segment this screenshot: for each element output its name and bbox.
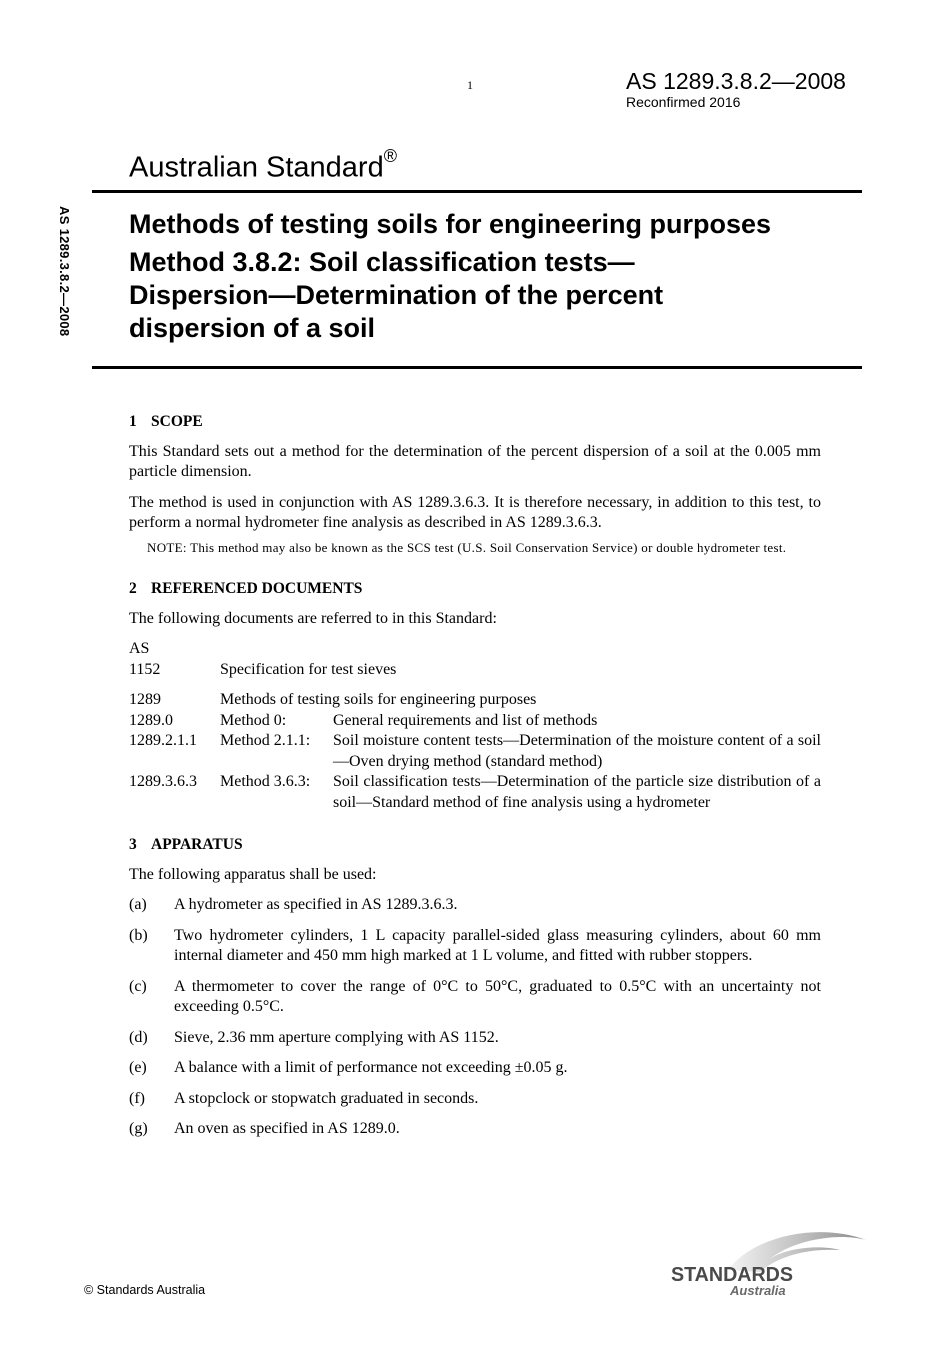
title-block	[129, 208, 849, 345]
list-item	[129, 926, 821, 967]
page-number: 1	[467, 78, 473, 92]
list-text: A hydrometer as specified in AS 1289.3.6.3.	[174, 896, 458, 913]
title-rule-bottom	[92, 366, 862, 369]
list-marker: (f)	[129, 1089, 145, 1107]
title-main: Methods of testing soils for engineering purposes	[129, 209, 772, 239]
registered-mark: ®	[383, 146, 397, 166]
list-marker: (c)	[129, 977, 147, 995]
ref-code: 1289.3.6.3	[129, 773, 197, 790]
list-item	[129, 977, 821, 1018]
section-heading-apparatus	[129, 835, 821, 856]
list-marker: (b)	[129, 926, 148, 944]
table-row	[129, 711, 821, 732]
list-text: An oven as specified in AS 1289.0.	[174, 1120, 400, 1137]
table-row	[129, 660, 821, 681]
references-prefix: AS	[129, 640, 150, 657]
list-text: A balance with a limit of performance not exceeding ±0.05 g.	[174, 1059, 568, 1076]
ref-title: Specification for test sieves	[220, 660, 397, 678]
section-number: 1	[129, 413, 137, 430]
list-marker: (a)	[129, 896, 147, 913]
ref-code: 1289.0	[129, 711, 173, 729]
publication-type-text: Australian Standard	[129, 151, 384, 184]
scope-note: NOTE: This method may also be known as the SCS test (U.S. Soil Conservation Service) or double hydrometer test.	[147, 539, 787, 555]
list-text: Two hydrometer cylinders, 1 L capacity parallel-sided glass measuring cylinders, about 60 mm internal diameter and 450 mm high marked at 1 L volume, and fitted with rubber stoppers.	[174, 926, 821, 964]
publication-type	[129, 140, 397, 188]
section-heading-references	[129, 579, 821, 600]
scope-paragraph-1: This Standard sets out a method for the determination of the percent dispersion of a soil at the 0.005 mm particle dimension.	[129, 442, 821, 480]
scope-paragraph-2: The method is used in conjunction with AS 1289.3.6.3. It is therefore necessary, in addition to this test, to perform a normal hydrometer fine analysis as described in AS 1289.3.6.3.	[129, 493, 821, 531]
ref-description: Soil moisture content tests—Determination of the moisture content of a soil—Oven drying method (standard method)	[333, 732, 821, 770]
apparatus-list	[129, 895, 821, 1140]
vertical-standard-id: AS 1289.3.8.2—2008	[57, 206, 72, 337]
table-row	[129, 731, 821, 772]
title-rule-top	[92, 190, 862, 193]
section-title: REFERENCED DOCUMENTS	[151, 580, 363, 597]
section-heading-scope	[129, 412, 821, 433]
list-marker: (g)	[129, 1120, 148, 1137]
ref-method: Method 2.1.1:	[220, 732, 311, 749]
list-text: A thermometer to cover the range of 0°C to 50°C, graduated to 0.5°C with an uncertainty not exceeding 0.5°C.	[174, 977, 821, 1015]
section-number: 2	[129, 580, 137, 597]
document-body	[129, 412, 821, 1150]
list-text: A stopclock or stopwatch graduated in seconds.	[174, 1089, 479, 1107]
reconfirmed-note: Reconfirmed 2016	[626, 94, 741, 110]
standards-australia-logo	[668, 1226, 868, 1298]
list-marker: (e)	[129, 1059, 147, 1076]
ref-description: General requirements and list of methods	[333, 711, 598, 729]
list-item	[129, 1119, 821, 1140]
list-item	[129, 1089, 821, 1110]
logo-subword: Australia	[730, 1283, 786, 1298]
references-intro: The following documents are referred to in this Standard:	[129, 609, 497, 627]
list-marker: (d)	[129, 1028, 148, 1046]
table-row	[129, 680, 821, 711]
section-title: SCOPE	[151, 413, 203, 430]
section-title: APPARATUS	[151, 836, 243, 853]
ref-method: Method 0:	[220, 711, 287, 729]
list-item	[129, 1058, 821, 1079]
logo-wordmark: STANDARDS	[671, 1264, 793, 1286]
title-method-line-1: Method 3.8.2: Soil classification tests—	[129, 247, 635, 277]
ref-code: 1289	[129, 691, 161, 708]
footer-copyright: © Standards Australia	[84, 1283, 206, 1297]
section-number: 3	[129, 836, 137, 853]
list-item	[129, 1028, 821, 1049]
list-item	[129, 895, 821, 916]
title-method-line-3: dispersion of a soil	[129, 313, 376, 343]
ref-code: 1152	[129, 660, 161, 678]
ref-title: Methods of testing soils for engineering purposes	[220, 691, 537, 708]
ref-description: Soil classification tests—Determination of the particle size distribution of a soil—Standard method of fine analysis using a hydrometer	[333, 773, 821, 811]
title-method-line-2: Dispersion—Determination of the percent	[129, 280, 664, 310]
table-row	[129, 772, 821, 813]
ref-code: 1289.2.1.1	[129, 732, 197, 749]
standard-number: AS 1289.3.8.2—2008	[626, 68, 846, 94]
ref-method: Method 3.6.3:	[220, 773, 311, 790]
references-table	[129, 660, 821, 814]
apparatus-intro: The following apparatus shall be used:	[129, 865, 377, 883]
list-text: Sieve, 2.36 mm aperture complying with AS 1152.	[174, 1028, 499, 1046]
